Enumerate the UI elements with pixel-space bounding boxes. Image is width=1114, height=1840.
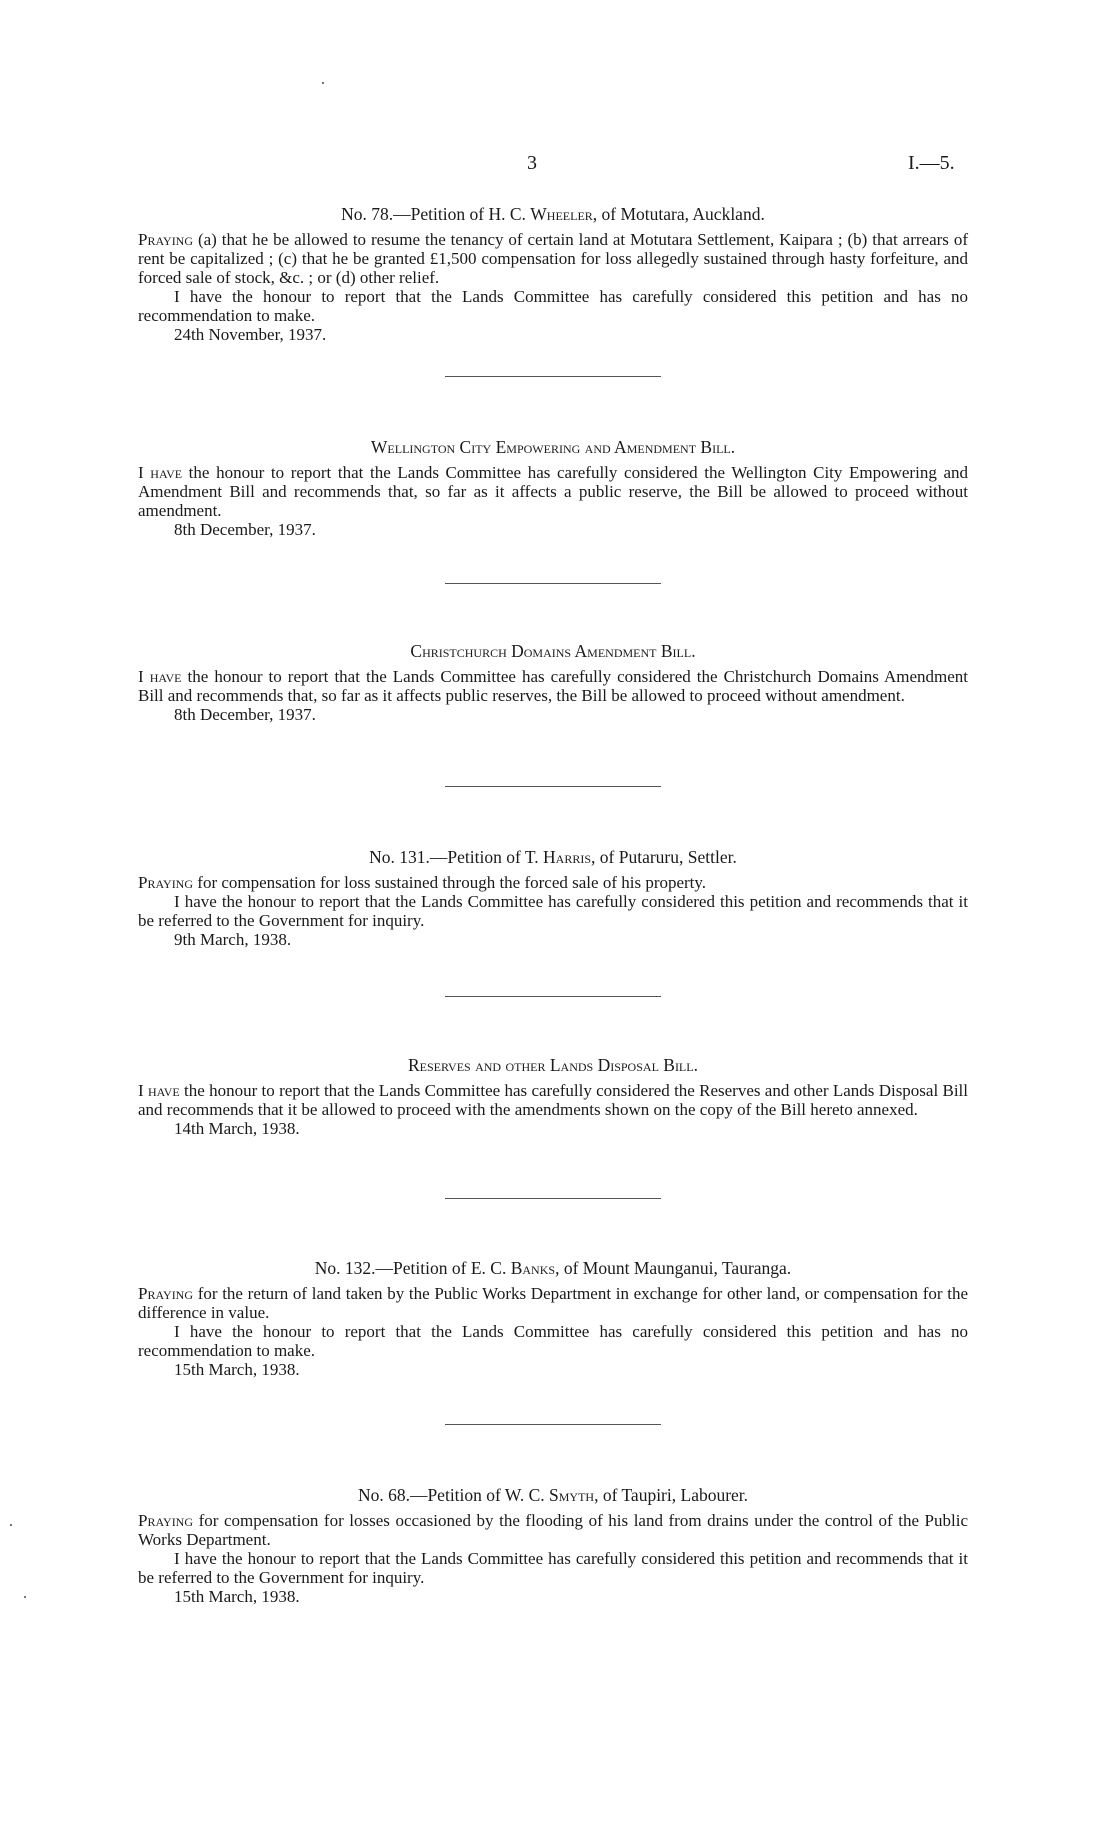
reserves-bill [138,1056,968,1138]
section-body: Praying for compensation for losses occasioned by the flooding of his land from drains under the control of the Public Works Department. [138,1511,968,1549]
section-date: 9th March, 1938. [174,930,292,949]
petition-131 [138,848,968,949]
section-body: I have the honour to report that the Lands Committee has carefully considered the Christchurch Domains Amendment Bill and recommends that, so far as it affects public reserves, the Bill be allowed to proceed without amendment. [138,667,968,705]
page-number: 3 [527,152,537,174]
section-heading: No. 132.—Petition of E. C. Banks, of Mount Maunganui, Tauranga. [314,1258,792,1278]
wellington-bill [138,438,968,539]
section-report: I have the honour to report that the Lands Committee has carefully considered this petition and recommends that it be referred to the Government for inquiry. [138,892,968,930]
section-date: 14th March, 1938. [174,1119,300,1138]
scan-speck [322,82,324,84]
section-heading: No. 78.—Petition of H. C. Wheeler, of Motutara, Auckland. [341,204,765,224]
section-divider [445,1424,661,1425]
scan-speck [10,1524,12,1526]
petition-78 [138,205,968,344]
petition-132 [138,1259,968,1379]
scan-speck [24,1596,26,1598]
section-date: 15th March, 1938. [174,1360,300,1379]
petition-68 [138,1486,968,1606]
section-body: Praying (a) that he be allowed to resume the tenancy of certain land at Motutara Settlement, Kaipara ; (b) that arrears of rent be capitalized ; (c) that he be granted £1,500 compensation for loss allegedly sustained through hasty forfeiture, and forced sale of stock, &c. ; or (d) other relief. [138,230,968,287]
section-report: I have the honour to report that the Lands Committee has carefully considered this petition and has no recommendation to make. [138,1322,968,1360]
section-body: Praying for the return of land taken by the Public Works Department in exchange for other land, or compensation for the difference in value. [138,1284,968,1322]
section-date: 15th March, 1938. [174,1587,300,1606]
section-heading: No. 68.—Petition of W. C. Smyth, of Taupiri, Labourer. [357,1485,749,1505]
section-report: I have the honour to report that the Lands Committee has carefully considered this petition and recommends that it be referred to the Government for inquiry. [138,1549,968,1587]
section-divider [445,996,661,997]
section-report: I have the honour to report that the Lands Committee has carefully considered this petition and has no recommendation to make. [138,287,968,325]
section-heading: Christchurch Domains Amendment Bill. [410,641,696,661]
section-heading: Reserves and other Lands Disposal Bill. [408,1055,698,1075]
section-date: 24th November, 1937. [174,325,327,344]
section-heading: Wellington City Empowering and Amendment Bill. [370,437,736,457]
section-body: I have the honour to report that the Lands Committee has carefully considered the Wellington City Empowering and Amendment Bill and recommends that, so far as it affects a public reserve, the Bill be allowed to proceed without amendment. [138,463,968,520]
section-body: I have the honour to report that the Lands Committee has carefully considered the Reserves and other Lands Disposal Bill and recommends that it be allowed to proceed with the amendments shown on the copy of the Bill hereto annexed. [138,1081,968,1119]
christchurch-bill [138,642,968,724]
section-body: Praying for compensation for loss sustained through the forced sale of his property. [138,873,707,892]
section-divider [445,583,661,584]
section-date: 8th December, 1937. [174,520,316,539]
section-heading: No. 131.—Petition of T. Harris, of Putaruru, Settler. [369,847,737,867]
section-divider [445,376,661,377]
section-divider [445,786,661,787]
document-reference: I.—5. [908,152,955,174]
section-divider [445,1198,661,1199]
section-date: 8th December, 1937. [174,705,316,724]
